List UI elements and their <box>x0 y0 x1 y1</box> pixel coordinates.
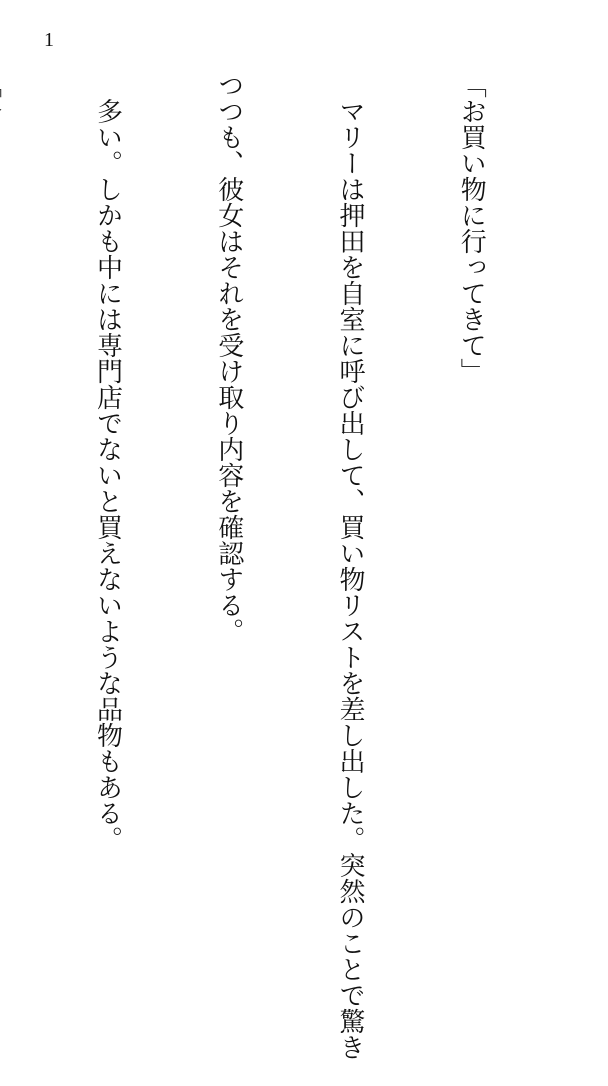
text-line <box>0 72 6 872</box>
text-line: マリーは押田を自室に呼び出して、買い物リストを差し出した。突然のことで驚き <box>334 72 365 1060</box>
text-line: 多い。しかも中には専門店でないと買えないような品物もある。 <box>92 72 123 852</box>
page-number: 1 <box>44 29 54 51</box>
text-line: 「お買い物に行ってきて」 <box>456 72 487 384</box>
body-text <box>0 72 572 1060</box>
text-line: つつも、彼女はそれを受け取り内容を確認する。 <box>213 72 244 644</box>
